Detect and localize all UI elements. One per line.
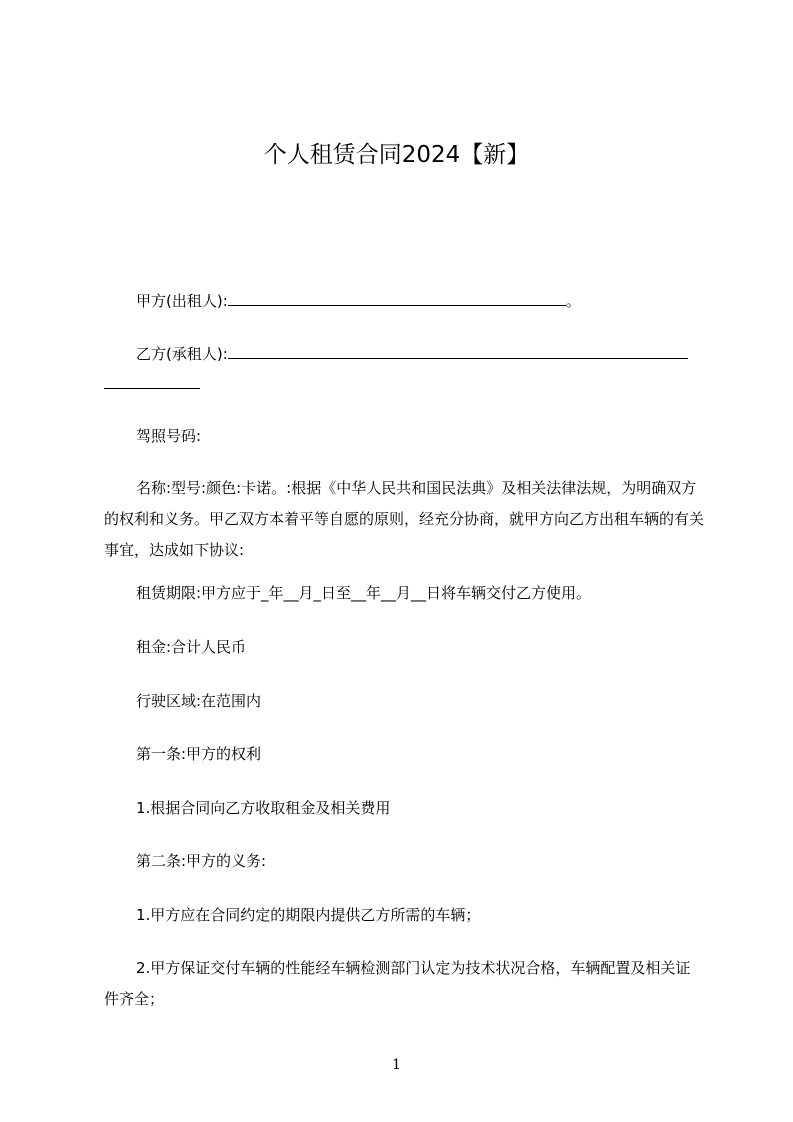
article-1-heading: 第一条:甲方的权利 — [136, 745, 262, 763]
article-2-heading: 第二条:甲方的义务: — [136, 852, 267, 870]
document-title: 个人租赁合同2024【新】 — [263, 142, 530, 168]
lease-period: 租赁期限:甲方应于_年__月_日至__年__月__日将车辆交付乙方使用。 — [136, 584, 592, 602]
party-a-end: 。 — [565, 292, 581, 310]
party-b-blank — [228, 344, 688, 359]
article-2-item-2: 2.甲方保证交付车辆的性能经车辆检测部门认定为技术状况合格，车辆配置及相关证件齐全； — [104, 959, 691, 1008]
party-b-label: 乙方(承租人): — [136, 345, 228, 363]
vehicle-paragraph: 名称:型号:颜色:卡诺。:根据《中华人民共和国民法典》及相关法律法规，为明确双方的权利和义务。甲乙双方本着平等自愿的原则，经充分协商，就甲方向乙方出租车辆的有关事宜，达成如下协议: — [104, 479, 705, 559]
license-number: 驾照号码: — [136, 427, 202, 445]
party-b-blank-continued — [104, 388, 200, 389]
party-a-blank — [228, 291, 566, 306]
party-a-label: 甲方(出租人): — [136, 292, 228, 310]
article-1-item-1: 1.根据合同向乙方收取租金及相关费用 — [136, 799, 391, 817]
page-number: 1 — [392, 1057, 401, 1073]
rent: 租金:合计人民币 — [136, 638, 247, 656]
article-2-item-1: 1.甲方应在合同约定的期限内提供乙方所需的车辆； — [136, 906, 481, 924]
party-b-line — [136, 343, 688, 365]
party-a-line — [136, 290, 581, 312]
driving-area: 行驶区域:在范围内 — [136, 692, 262, 710]
